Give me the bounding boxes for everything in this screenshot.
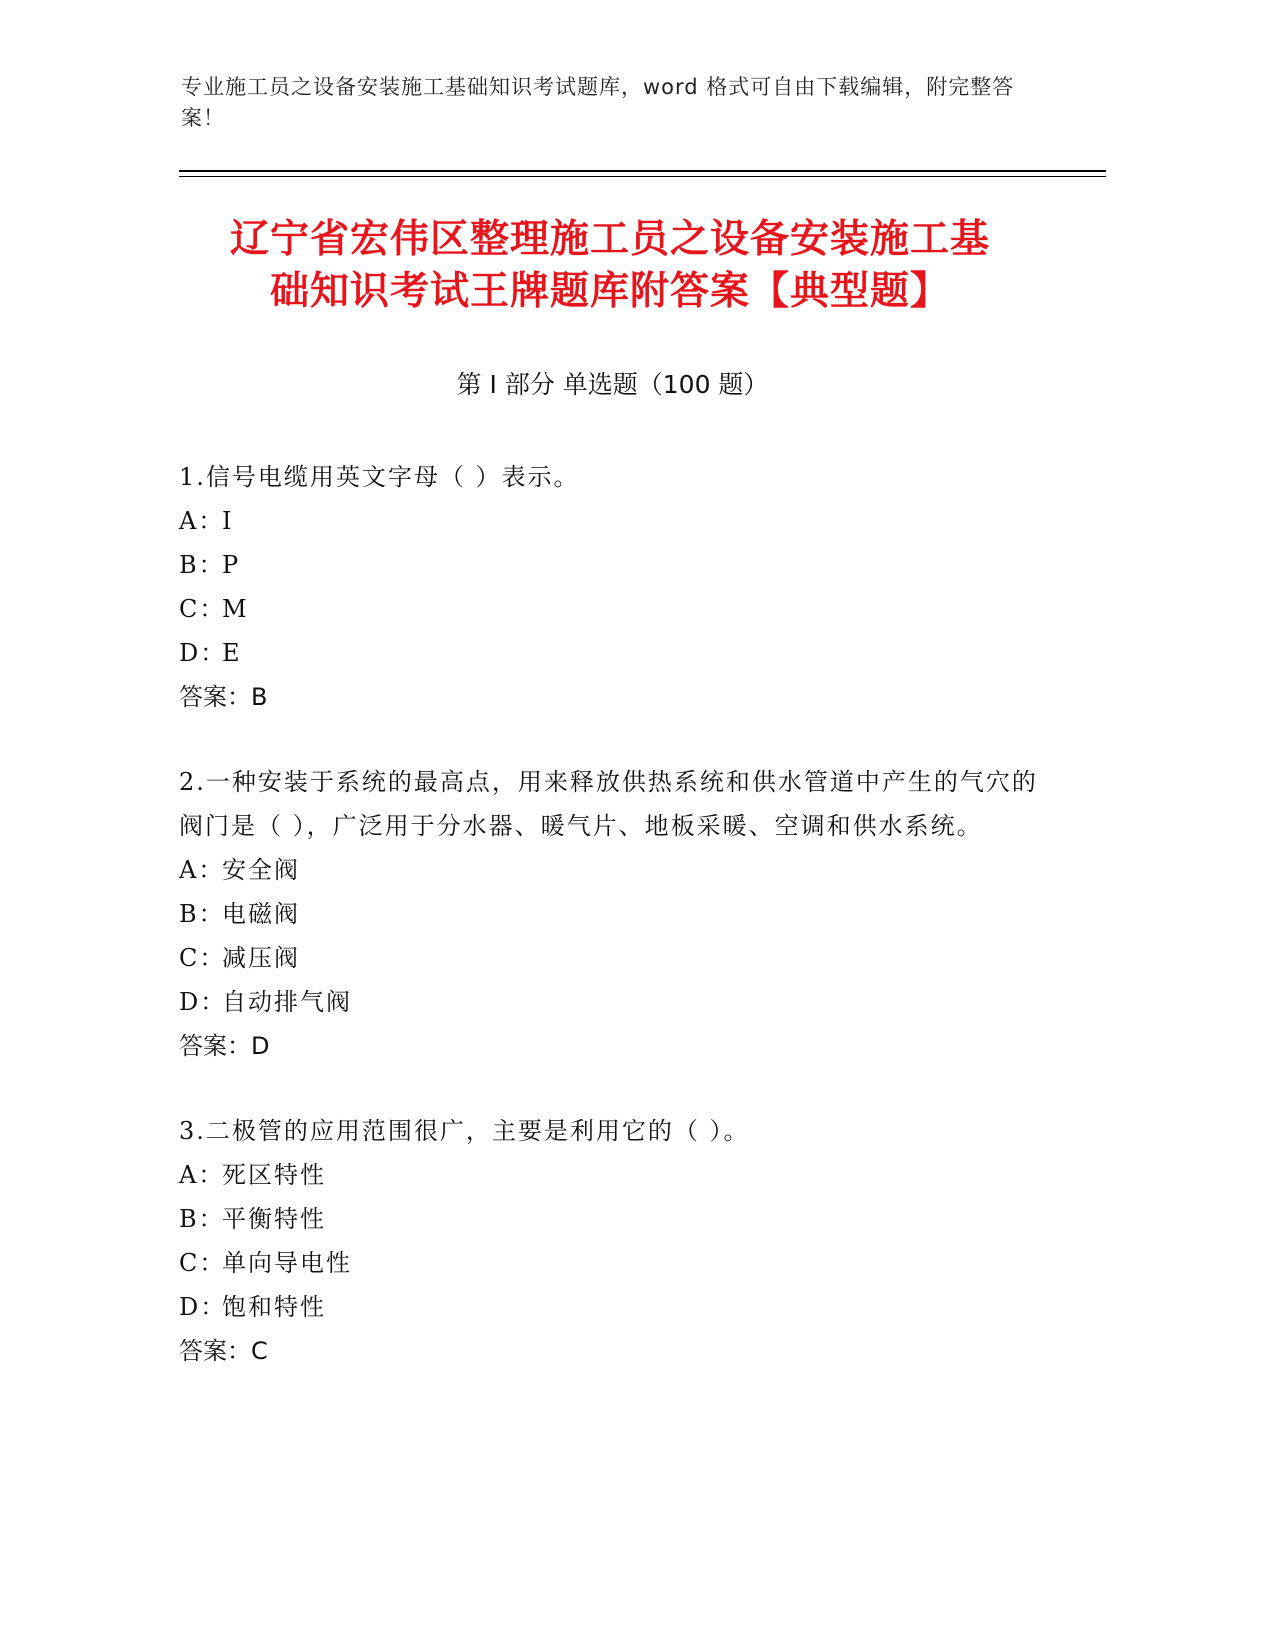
option-a [179, 848, 1039, 892]
option-c [179, 1241, 1039, 1285]
option-text: 饱和特性 [222, 1293, 326, 1321]
option-key: B： [179, 900, 225, 928]
option-key: C： [179, 1249, 226, 1277]
title-line-2: 础知识考试王牌题库附答案【典型题】 [269, 269, 950, 314]
question-1 [179, 455, 1039, 719]
option-text: M [222, 595, 249, 623]
option-key: B： [179, 1205, 225, 1233]
question-stem: 1.信号电缆用英文字母（ ）表示。 [179, 463, 580, 491]
question-3 [179, 1109, 1039, 1373]
question-stem: 3.二极管的应用范围很广，主要是利用它的（ ）。 [179, 1117, 750, 1145]
option-text: E [222, 639, 242, 667]
option-text: P [222, 551, 241, 579]
option-d [179, 631, 1039, 675]
option-b [179, 892, 1039, 936]
question-list [179, 455, 1039, 1414]
option-d [179, 1285, 1039, 1329]
option-key: C： [179, 595, 226, 623]
document-title [140, 214, 1080, 318]
option-text: 安全阀 [222, 856, 300, 884]
option-key: A： [179, 1161, 225, 1189]
option-key: A： [179, 507, 225, 535]
option-c [179, 936, 1039, 980]
option-a [179, 499, 1039, 543]
option-text: 单向导电性 [222, 1249, 352, 1277]
answer-line: 答案：B [179, 683, 268, 711]
option-b [179, 543, 1039, 587]
option-key: C： [179, 944, 226, 972]
option-text: 电磁阀 [222, 900, 300, 928]
option-d [179, 980, 1039, 1024]
option-key: D： [179, 1293, 227, 1321]
option-a [179, 1153, 1039, 1197]
title-line-1: 辽宁省宏伟区整理施工员之设备安装施工基 [229, 217, 990, 262]
header-rule-thick [179, 170, 1106, 172]
intro-text: 专业施工员之设备安装施工基础知识考试题库，word 格式可自由下载编辑，附完整答案！ [181, 75, 1015, 130]
option-key: A： [179, 856, 225, 884]
option-text: 自动排气阀 [222, 988, 352, 1016]
section-heading: 第 I 部分 单选题（100 题） [456, 370, 769, 399]
option-key: B： [179, 551, 225, 579]
answer-line: 答案：D [179, 1032, 270, 1060]
option-text: 平衡特性 [222, 1205, 326, 1233]
question-2 [179, 760, 1039, 1068]
option-c [179, 587, 1039, 631]
option-b [179, 1197, 1039, 1241]
option-key: D： [179, 988, 227, 1016]
answer-line: 答案：C [179, 1337, 268, 1365]
header-rule-thin [179, 176, 1106, 177]
question-stem: 2.一种安装于系统的最高点，用来释放供热系统和供水管道中产生的气穴的阀门是（ ），广泛用于分水器、暖气片、地板采暖、空调和供水系统。 [179, 768, 1038, 840]
option-text: 死区特性 [222, 1161, 326, 1189]
option-key: D： [179, 639, 227, 667]
option-text: I [222, 507, 234, 535]
option-text: 减压阀 [222, 944, 300, 972]
